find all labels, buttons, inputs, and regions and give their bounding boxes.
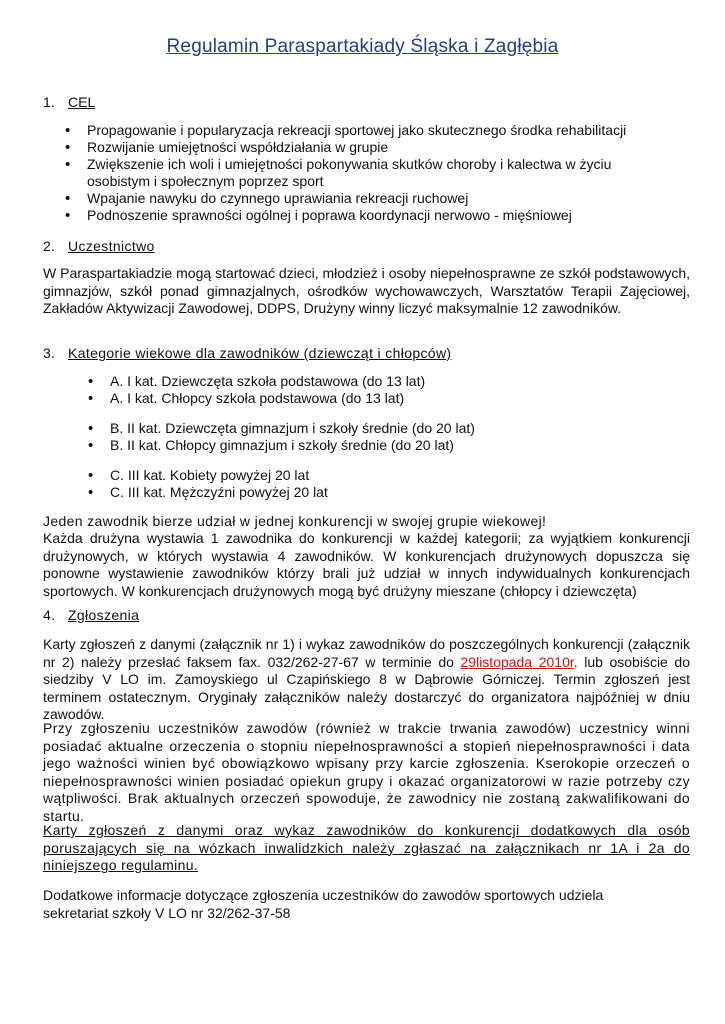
list-item: • Zwiększenie ich woli i umiejętności pokonywania skutków choroby i kalectwa w życiu osobistym i społecznym poprzez sport (65, 156, 657, 190)
section-3-text: Każda drużyna wystawia 1 zawodnika do konkurencji w każdej kategorii; za wyjątkiem konkurencji drużynowych, w których wystawia 4 zawodników. W konkurencjach drużynowych dopuszcza się ponowne wystawienie zawodników którzy brali już udział w innych indywidualnych konkurencjach sportowych. W konkurencjach drużynowych mogą być drużyny mieszane (chłopcy i dziewczęta) (43, 530, 690, 599)
list-item: • A. I kat. Dziewczęta szkoła podstawowa (do 13 lat) (88, 373, 688, 390)
section-2-heading: 2. Uczestnictwo (43, 238, 155, 254)
section-3-heading: 3. Kategorie wiekowe dla zawodników (dziewcząt i chłopców) (43, 345, 452, 361)
section-4-title: Zgłoszenia (68, 607, 140, 623)
list-item: • B. II kat. Dziewczęta gimnazjum i szkoły średnie (do 20 lat) (88, 420, 688, 437)
section-4-paragraph-2: Przy zgłoszeniu uczestników zawodów (również w trakcie trwania zawodów) uczestnicy winni posiadać aktualne orzeczenia o stopniu niepełnosprawności a stopień niepełnosprawności i data jego ważności winien być obowiązkowo wpisany przy karcie zgłoszenia. Kserokopie orzeczeń o niepełnosprawności winien posiadać opiekun grupy i okazać organizatorowi w razie potrzeby czy wątpliwości. Brak aktualnych orzeczeń spowoduje, że zawodnicy nie zostaną zakwalifikowani do startu. (43, 720, 690, 824)
list-item: • B. II kat. Chłopcy gimnazjum i szkoły średnie (do 20 lat) (88, 437, 688, 454)
list-item: • Rozwijanie umiejętności współdziałania w grupie (65, 139, 685, 156)
category-rule: Jeden zawodnik bierze udział w jednej konkurencji w swojej grupie wiekowej! (43, 513, 547, 529)
section-4-heading: 4. Zgłoszenia (43, 607, 140, 623)
deadline-date: 29listopada 2010r (460, 653, 574, 670)
list-item: • C. III kat. Mężczyźni powyżej 20 lat (88, 484, 688, 501)
section-2-text: W Paraspartakiadzie mogą startować dzieci, młodzież i osoby niepełnosprawne ze szkół podstawowych, gimnazjów, szkół ponad gimnazjalnych, ośrodków wychowawczych, Warsztatów Terapii Zajęciowej, Zakładów Aktywizacji Zawodowej, DDPS, Drużyny winny liczyć maksymalnie 12 zawodników. (43, 265, 690, 316)
section-3-title: Kategorie wiekowe dla zawodników (dziewcząt i chłopców) (68, 345, 452, 361)
list-item: • Podnoszenie sprawności ogólnej i poprawa koordynacji nerwowo - mięśniowej (65, 207, 685, 224)
section-4-paragraph-4: Dodatkowe informacje dotyczące zgłoszenia uczestników do zawodów sportowych udziela sekretariat szkoły V LO nr 32/262-37-58 (43, 887, 604, 921)
section-1-heading: 1. CEL (43, 94, 96, 110)
list-item: • C. III kat. Kobiety powyżej 20 lat (88, 467, 688, 484)
section-1-list (65, 122, 685, 224)
category-group-c (88, 467, 688, 501)
list-item: • A. I kat. Chłopcy szkoła podstawowa (do 13 lat) (88, 390, 688, 407)
list-item: • Wpajanie nawyku do czynnego uprawiania rekreacji ruchowej (65, 190, 685, 207)
document-title: Regulamin Paraspartakiady Śląska i Zagłębia (166, 36, 559, 57)
category-group-a (88, 373, 688, 407)
category-group-b (88, 420, 688, 454)
list-item: • Propagowanie i popularyzacja rekreacji sportowej jako skutecznego środka rehabilitacji (65, 122, 685, 139)
section-4-paragraph-1: Karty zgłoszeń z danymi (załącznik nr 1) i wykaz zawodników do poszczególnych konkurencji (załącznik nr 2) należy przesłać faksem fax. 032/262-27-67 w terminie do 29listopada 2010r. lub osobiście do siedziby V LO im. Zamoyskiego ul Czapińskiego 8 w Dąbrowie Górniczej. Termin zgłoszeń jest terminem ostatecznym. Oryginały załączników należy dostarczyć do organizatora najpóźniej w dniu zawodów. (43, 636, 690, 722)
section-1-title: CEL (68, 94, 96, 110)
section-2-title: Uczestnictwo (68, 238, 155, 254)
section-4-paragraph-3: Karty zgłoszeń z danymi oraz wykaz zawodników do konkurencji dodatkowych dla osób poruszających się na wózkach inwalidzkich należy zgłaszać na załącznikach nr 1A i 2a do niniejszego regulaminu. (43, 822, 690, 873)
